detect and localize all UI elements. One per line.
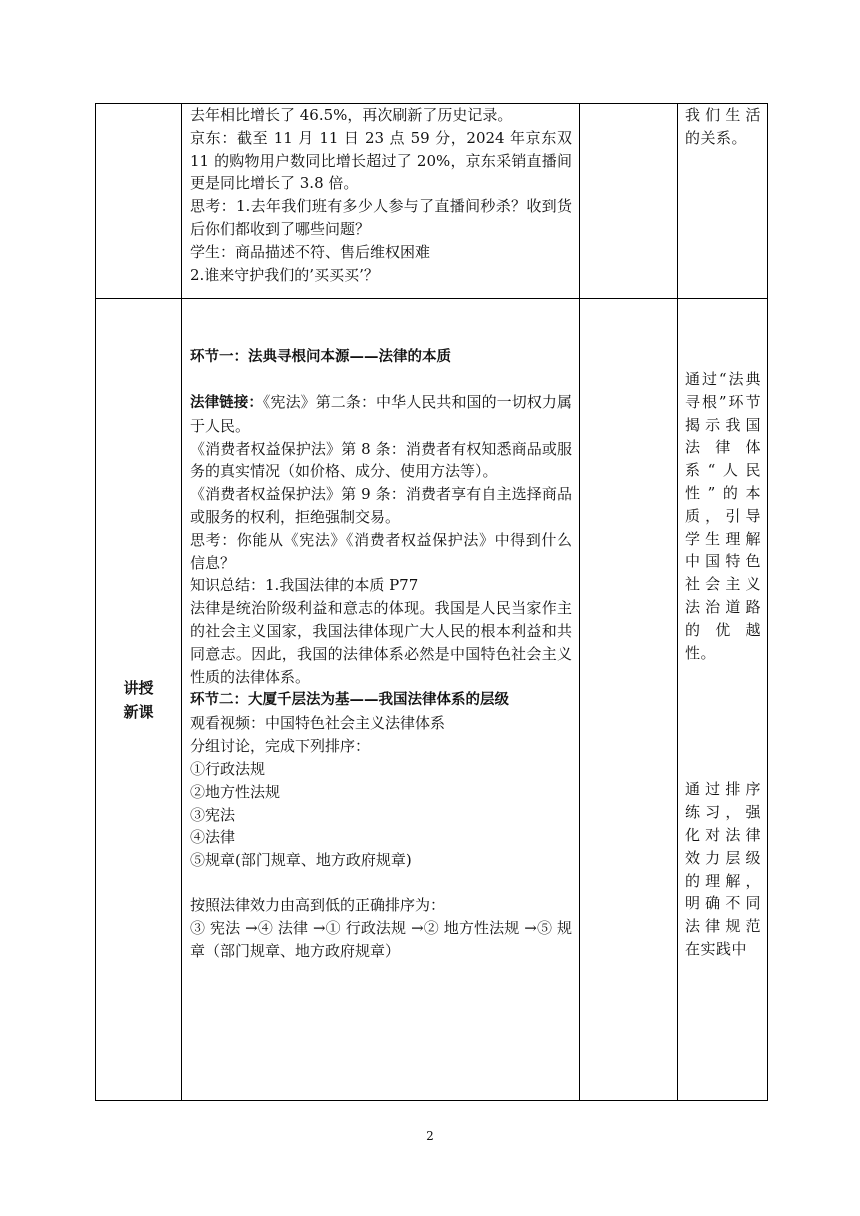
stage-label (96, 676, 181, 724)
stage-label-line: 讲授 (123, 678, 154, 697)
think-question: 思考：你能从《宪法》《消费者权益保护法》中得到什么信息？ (190, 530, 572, 572)
order-item: ④法律 (190, 828, 236, 847)
stage-cell (96, 104, 182, 299)
content-cell (182, 104, 580, 299)
activity-cell (580, 104, 678, 299)
intent-note: 通过“法典寻根”环节揭示我国法律体系“人民性”的本质，引导学生理解中国特色社会主义法治道路的优越性。 (685, 370, 761, 662)
law-link (190, 391, 572, 438)
answer-intro: 按照法律效力由高到低的正确排序为： (190, 895, 446, 914)
activity-cell (580, 299, 678, 1101)
order-item: ①行政法规 (190, 759, 266, 778)
order-item: ⑤规章(部门规章、地方政府规章) (190, 851, 412, 870)
law-item: 《消费者权益保护法》第 8 条：消费者有权知悉商品或服务的真实情况（如价格、成分、使用方法等）。 (190, 439, 572, 481)
section-title: 环节二：大厦千层法为基——我国法律体系的层级 (190, 692, 509, 709)
law-item: 《消费者权益保护法》第 9 条：消费者享有自主选择商品或服务的权利，拒绝强制交易。 (190, 485, 572, 526)
content-paragraph: 思考：1.去年我们班有多少人参与了直播间秒杀？收到货后你们都收到了哪些问题？ (190, 197, 572, 238)
stage-cell (96, 299, 182, 1101)
group-task: 分组讨论，完成下列排序： (190, 737, 371, 756)
intent-cell (678, 104, 768, 299)
table-row (96, 104, 768, 299)
content-cell (182, 299, 580, 1101)
lesson-plan-table (95, 103, 768, 1101)
order-item: ③宪法 (190, 805, 236, 824)
content-paragraph: 学生：商品描述不符、售后维权困难 (190, 242, 431, 261)
section-title: 环节一：法典寻根问本源——法律的本质 (190, 349, 451, 365)
intent-note: 通过排序练习，强化对法律效力层级的理解，明确不同法律规范在实践中 (685, 780, 761, 958)
order-item: ②地方性法规 (190, 782, 281, 801)
answer-text: ③ 宪法 →④ 法律 →① 行政法规 →② 地方性法规 →⑤ 规章（部门规章、地方政府规章） (190, 918, 572, 960)
summary-title: 知识总结：1.我国法律的本质 P77 (190, 576, 419, 595)
page-number: 2 (426, 1129, 434, 1143)
summary-text: 法律是统治阶级利益和意志的体现。我国是人民当家作主的社会主义国家，我国法律体现广大人民的根本利益和共同意志。因此，我国的法律体系必然是中国特色社会主义性质的法律体系。 (190, 599, 572, 686)
table-row (96, 299, 768, 1101)
content-paragraph: 京东：截至 11 月 11 日 23 点 59 分，2024 年京东双 11 的购物用户数同比增长超过了 20%，京东采销直播间更是同比增长了 3.8 倍。 (190, 128, 572, 193)
stage-label-line: 新课 (123, 702, 154, 721)
content-paragraph: 去年相比增长了 46.5%，再次刷新了历史记录。 (190, 106, 513, 124)
law-link-text: 《宪法》第二条：中华人民共和国的一切权力属于人民。 (190, 393, 572, 435)
intent-note: 我们生活的关系。 (685, 106, 761, 147)
law-link-label: 法律链接： (190, 395, 263, 411)
video-line: 观看视频：中国特色社会主义法律体系 (190, 714, 446, 733)
intent-cell (678, 299, 768, 1101)
content-paragraph: 2.谁来守护我们的’买买买’？ (190, 265, 379, 284)
